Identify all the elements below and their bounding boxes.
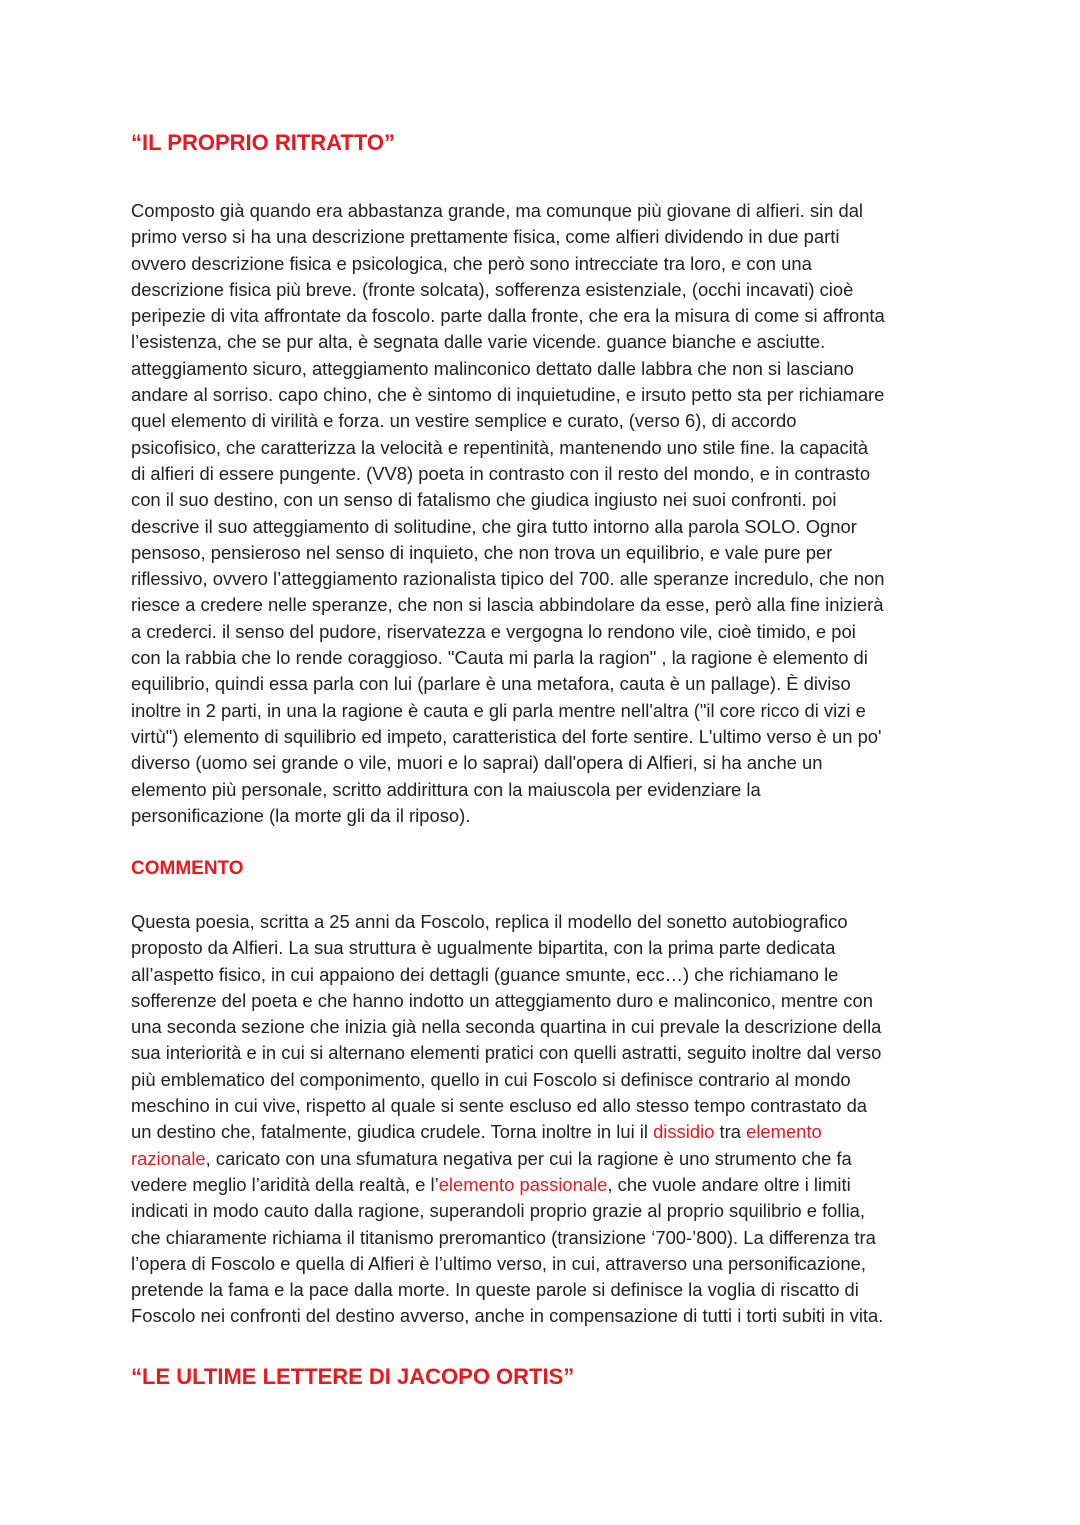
text-line: elemento più personale, scritto addirittura con la maiuscola per evidenziare la (131, 778, 761, 800)
text-line: a crederci. il senso del pudore, riservatezza e vergogna lo rendono vile, cioè timido, e poi (131, 620, 856, 642)
highlight-dissidio: dissidio (653, 1121, 715, 1143)
text-segment: vedere meglio l’aridità della realtà, e l’ (131, 1173, 439, 1195)
highlight-elemento-passionale: elemento passionale (438, 1173, 608, 1195)
text-line: proposto da Alfieri. La sua struttura è ugualmente bipartita, con la prima parte dedicata (131, 937, 836, 959)
text-line: sua interiorità e in cui si alternano elementi pratici con quelli astratti, seguito inoltre dal verso (131, 1042, 882, 1064)
highlight-elemento-razionale-part2: razionale (131, 1147, 206, 1169)
text-line (131, 1146, 961, 1172)
section-title-commento: COMMENTO (131, 858, 244, 879)
text-line: che chiaramente richiama il titanismo preromantico (transizione ‘700-’800). La differenza tra (131, 1226, 876, 1248)
text-line: all’aspetto fisico, in cui appaiono dei dettagli (guance smunte, ecc…) che richiamano le (131, 963, 839, 985)
text-line: di alfieri di essere pungente. (VV8) poeta in contrasto con il resto del mondo, e in contrasto (131, 462, 871, 484)
text-line: Questa poesia, scritta a 25 anni da Foscolo, replica il modello del sonetto autobiografico (131, 911, 848, 932)
text-line: psicofisico, che caratterizza la velocità e repentinità, mantenendo uno stile fine. la capacità (131, 436, 869, 458)
text-line: descrizione fisica più breve. (fronte solcata), sofferenza esistenziale, (occhi incavati) cioè (131, 278, 854, 300)
text-line: una seconda sezione che inizia già nella seconda quartina in cui prevale la descrizione della (131, 1016, 882, 1038)
text-line: con il suo destino, con un senso di fatalismo che giudica ingiusto nei suoi confronti. poi (131, 489, 837, 511)
text-line: diverso (uomo sei grande o vile, muori e lo saprai) dall'opera di Alfieri, si ha anche un (131, 752, 823, 774)
text-line: peripezie di vita affrontate da foscolo. parte dalla fronte, che era la misura di come si affronta (131, 305, 885, 327)
text-segment: , che vuole andare oltre i limiti (607, 1173, 851, 1195)
text-line: con la rabbia che lo rende coraggioso. "Cauta mi parla la ragion" , la ragione è elemento di (131, 647, 868, 669)
text-line (131, 1172, 961, 1198)
text-line: equilibrio, quindi essa parla con lui (parlare è una metafora, cauta è un pallage). È diviso (131, 673, 851, 695)
section-title-il-proprio-ritratto: “IL PROPRIO RITRATTO” (131, 130, 396, 155)
text-line: indicati in modo cauto dalla ragione, superandoli proprio grazie al proprio squilibrio e follia, (131, 1200, 866, 1222)
text-line: l’esistenza, che se pur alta, è segnata dalle varie vicende. guance bianche e asciutte. (131, 331, 826, 353)
text-line: pensoso, pensieroso nel senso di inquieto, che non trova un equilibrio, e vale pure per (131, 541, 833, 563)
text-line: riflessivo, ovvero l’atteggiamento razionalista tipico del 700. alle speranze incredulo, che non (131, 568, 885, 590)
text-line: andare al sorriso. capo chino, che è sintomo di inquietudine, e irsuto petto sta per richiamare (131, 384, 885, 406)
text-line: pretende la fama e la pace dalla morte. In queste parole si definisce la voglia di riscatto di (131, 1279, 859, 1301)
text-segment: , caricato con una sfumatura negativa per cui la ragione è uno strumento che fa (205, 1147, 852, 1169)
text-line: descrive il suo atteggiamento di solitudine, che gira tutto intorno alla parola SOLO. Ognor (131, 515, 857, 537)
text-line: Foscolo nei confronti del destino avverso, anche in compensazione di tutti i torti subiti in vita. (131, 1305, 884, 1327)
text-line: personificazione (la morte gli da il riposo). (131, 804, 471, 826)
text-line: primo verso si ha una descrizione prettamente fisica, come alfieri dividendo in due parti (131, 226, 840, 248)
text-line: ovvero descrizione fisica e psicologica, che però sono intrecciate tra loro, e con una (131, 252, 812, 274)
text-line (131, 1119, 961, 1145)
text-line: Composto già quando era abbastanza grande, ma comunque più giovane di alfieri. sin dal (131, 200, 864, 221)
text-line: sofferenze del poeta e che hanno indotto un atteggiamento duro e malinconico, mentre con (131, 989, 873, 1011)
text-segment: tra (714, 1121, 747, 1143)
paragraph-analisi (131, 198, 961, 829)
text-line: riesce a credere nelle speranze, che non si lascia abbindolare da esse, però alla fine inizierà (131, 594, 884, 616)
text-segment: un destino che, fatalmente, giudica crudele. Torna inoltre in lui il (131, 1121, 654, 1143)
paragraph-commento (131, 909, 961, 1330)
highlight-elemento-razionale-part1: elemento (746, 1121, 822, 1143)
text-line: quel elemento di virilità e forza. un vestire semplice e curato, (verso 6), di accordo (131, 410, 797, 432)
text-line: più emblematico del componimento, quello in cui Foscolo si definisce contrario al mondo (131, 1068, 851, 1090)
text-line: atteggiamento sicuro, atteggiamento malinconico dettato dalle labbra che non si lasciano (131, 357, 854, 379)
text-line: virtù") elemento di squilibrio ed impeto, caratteristica del forte sentire. L'ultimo verso è un po' (131, 725, 882, 747)
text-line: inoltre in 2 parti, in una la ragione è cauta e gli parla mentre nell'altra ("il core ricco di vizi e (131, 699, 866, 721)
text-line: meschino in cui vive, rispetto al quale si sente escluso ed allo stesso tempo contrastato da (131, 1095, 868, 1117)
text-line: l’opera di Foscolo e quella di Alfieri è l’ultimo verso, in cui, attraverso una personificazione, (131, 1252, 866, 1274)
section-title-jacopo-ortis: “LE ULTIME LETTERE DI JACOPO ORTIS” (131, 1364, 575, 1389)
